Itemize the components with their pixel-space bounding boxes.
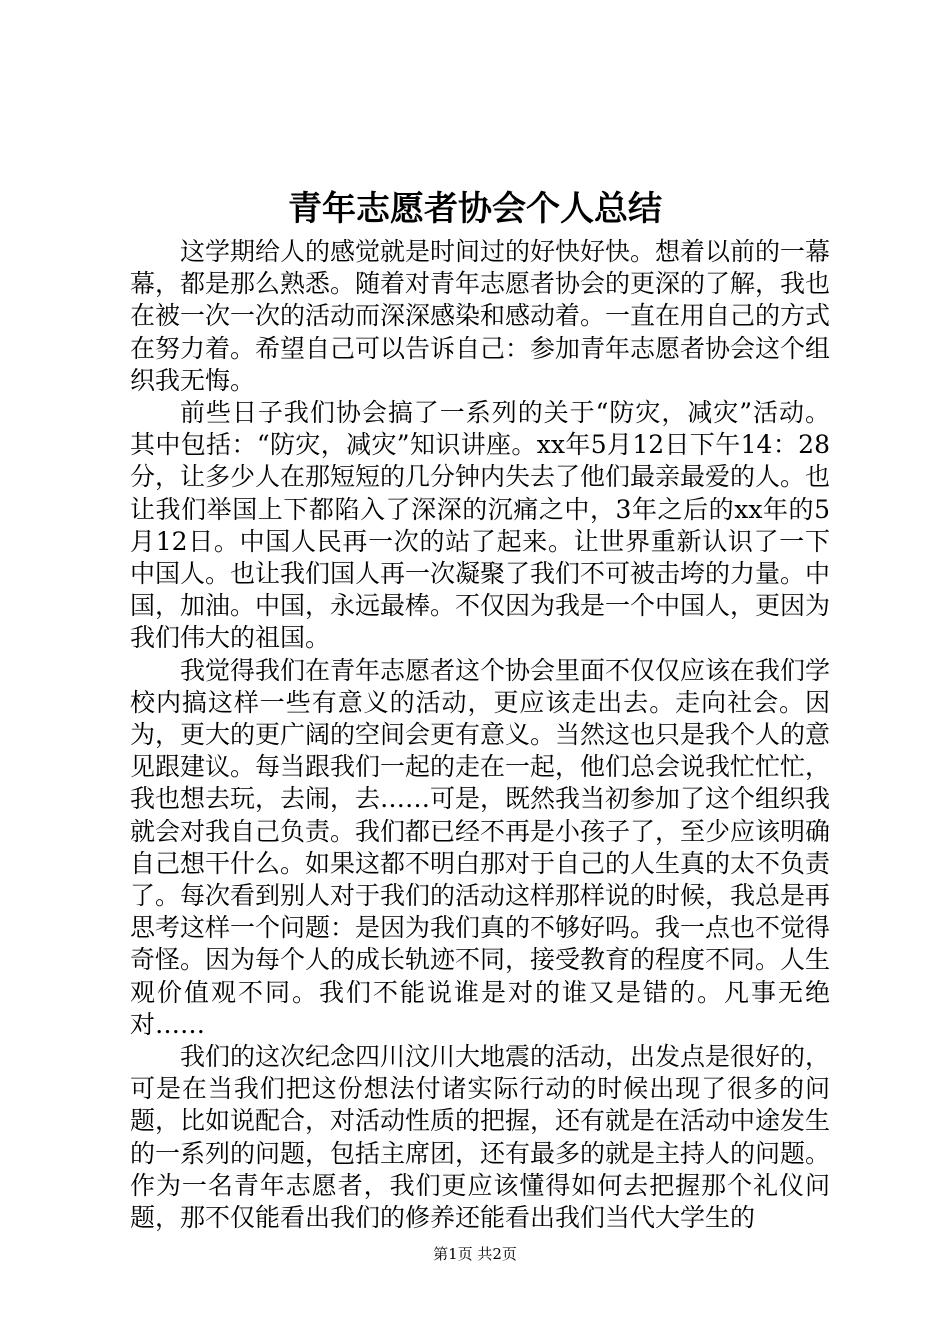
paragraph: 这学期给人的感觉就是时间过的好快好快。想着以前的一幕幕，都是那么熟悉。随着对青年志愿者协会的更深的了解，我也在被一次一次的活动而深深感染和感动着。一直在用自己的方式在努力着。希望自己可以告诉自己：参加青年志愿者协会这个组织我无悔。 <box>130 237 831 395</box>
document-title: 青年志愿者协会个人总结 <box>288 189 662 229</box>
paragraph: 我觉得我们在青年志愿者这个协会里面不仅仅应该在我们学校内搞这样一些有意义的活动，更应该走出去。走向社会。因为，更大的更广阔的空间会更有意义。当然这也只是我个人的意见跟建议。每当跟我们一起的走在一起，他们总会说我忙忙忙，我也想去玩，去闹，去……可是，既然我当初参加了这个组织我就会对我自己负责。我们都已经不再是小孩子了，至少应该明确自己想干什么。如果这都不明白那对于自己的人生真的太不负责了。每次看到别人对于我们的活动这样那样说的时候，我总是再思考这样一个问题：是因为我们真的不够好吗。我一点也不觉得奇怪。因为每个人的成长轨迹不同，接受教育的程度不同。人生观价值观不同。我们不能说谁是对的谁又是错的。凡事无绝对…… <box>130 655 831 1039</box>
paragraph: 前些日子我们协会搞了一系列的关于“防灾，减灾”活动。其中包括：“防灾，减灾”知识讲座。xx年5月12日下午14：28分，让多少人在那短短的几分钟内失去了他们最亲最爱的人。也让我们举国上下都陷入了深深的沉痛之中，3年之后的xx年的5月12日。中国人民再一次的站了起来。让世界重新认识了一下中国人。也让我们国人再一次凝聚了我们不可被击垮的力量。中国，加油。中国，永远最棒。不仅因为我是一个中国人，更因为我们伟大的祖国。 <box>130 398 831 653</box>
page-footer: 第1页 共2页 <box>433 1245 517 1263</box>
paragraph: 我们的这次纪念四川汶川大地震的活动，出发点是很好的，可是在当我们把这份想法付诸实际行动的时候出现了很多的问题，比如说配合，对活动性质的把握，还有就是在活动中途发生的一系列的问题，包括主席团，还有最多的就是主持人的问题。作为一名青年志愿者，我们更应该懂得如何去把握那个礼仪问题，那不仅能看出我们的修养还能看出我们当代大学生的 <box>130 1042 831 1233</box>
document-body <box>130 236 830 1234</box>
